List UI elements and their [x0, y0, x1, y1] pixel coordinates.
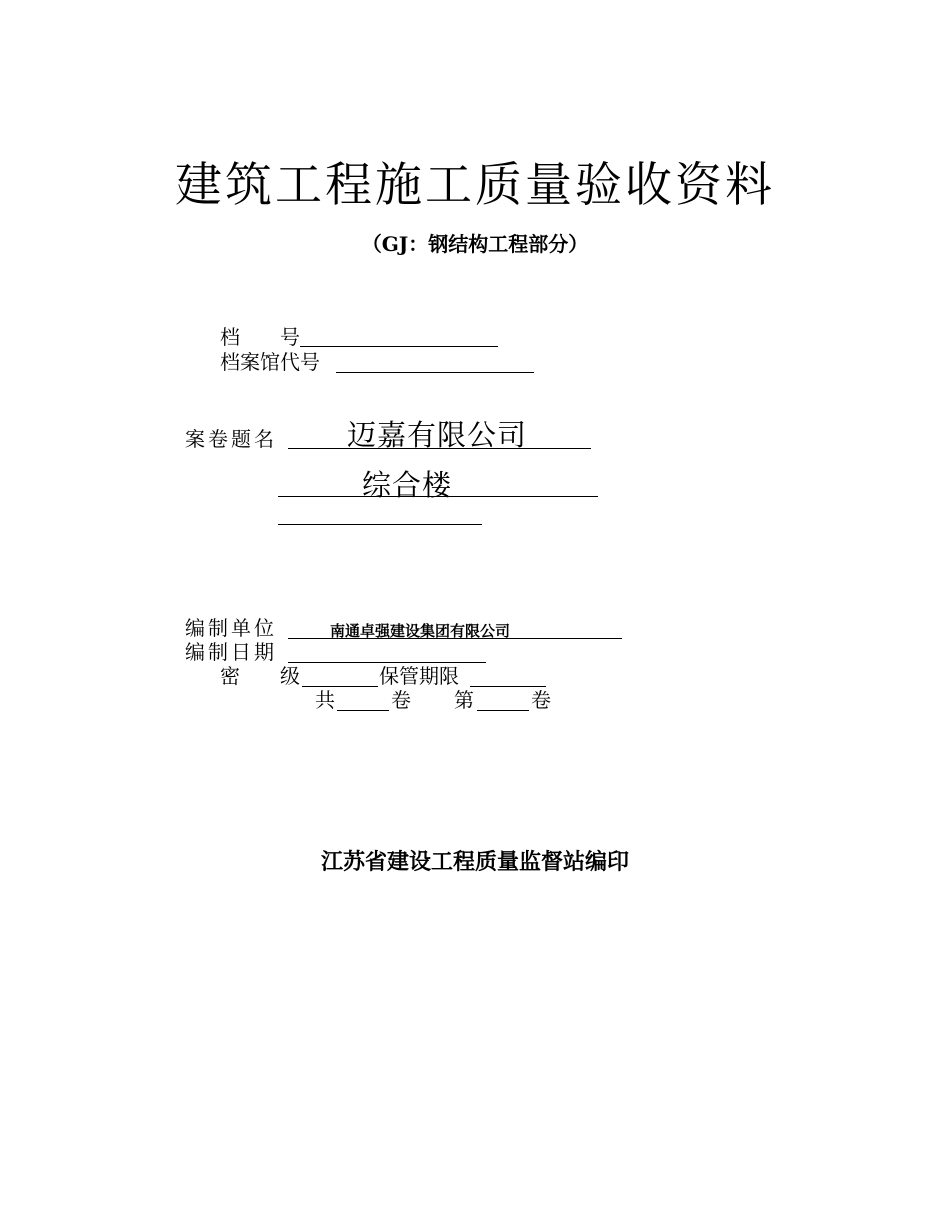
document-subtitle: （GJ：钢结构工程部分） — [361, 232, 589, 256]
number-label: 第 — [454, 688, 474, 712]
volume-label-1: 卷 — [391, 688, 411, 712]
compile-unit-value: 南通卓强建设集团有限公司 — [330, 622, 511, 640]
secret-level-label: 密 级 — [220, 664, 300, 688]
document-title: 建筑工程施工质量验收资料 — [175, 158, 775, 213]
volume-number-line — [477, 686, 529, 711]
archive-no-line — [300, 322, 498, 347]
retention-period-label: 保管期限 — [379, 664, 459, 688]
publisher-footer: 江苏省建设工程质量监督站编印 — [320, 849, 629, 875]
volume-label-2: 卷 — [531, 688, 551, 712]
case-title-label: 案卷题名 — [185, 427, 277, 451]
compile-date-label: 编制日期 — [185, 640, 277, 664]
compile-date-line — [288, 638, 486, 663]
case-title-line-3 — [278, 500, 482, 525]
case-title-value-2: 综合楼 — [362, 468, 453, 502]
archive-no-label: 档 号 — [220, 325, 300, 349]
total-volumes-line — [337, 686, 389, 711]
compile-unit-label: 编制单位 — [185, 616, 277, 640]
archive-office-code-label: 档案馆代号 — [220, 350, 320, 374]
case-title-value-1: 迈嘉有限公司 — [347, 418, 528, 452]
archive-office-code-line — [336, 348, 534, 373]
retention-period-line — [470, 662, 546, 687]
total-label: 共 — [315, 688, 335, 712]
secret-level-line — [302, 662, 378, 687]
